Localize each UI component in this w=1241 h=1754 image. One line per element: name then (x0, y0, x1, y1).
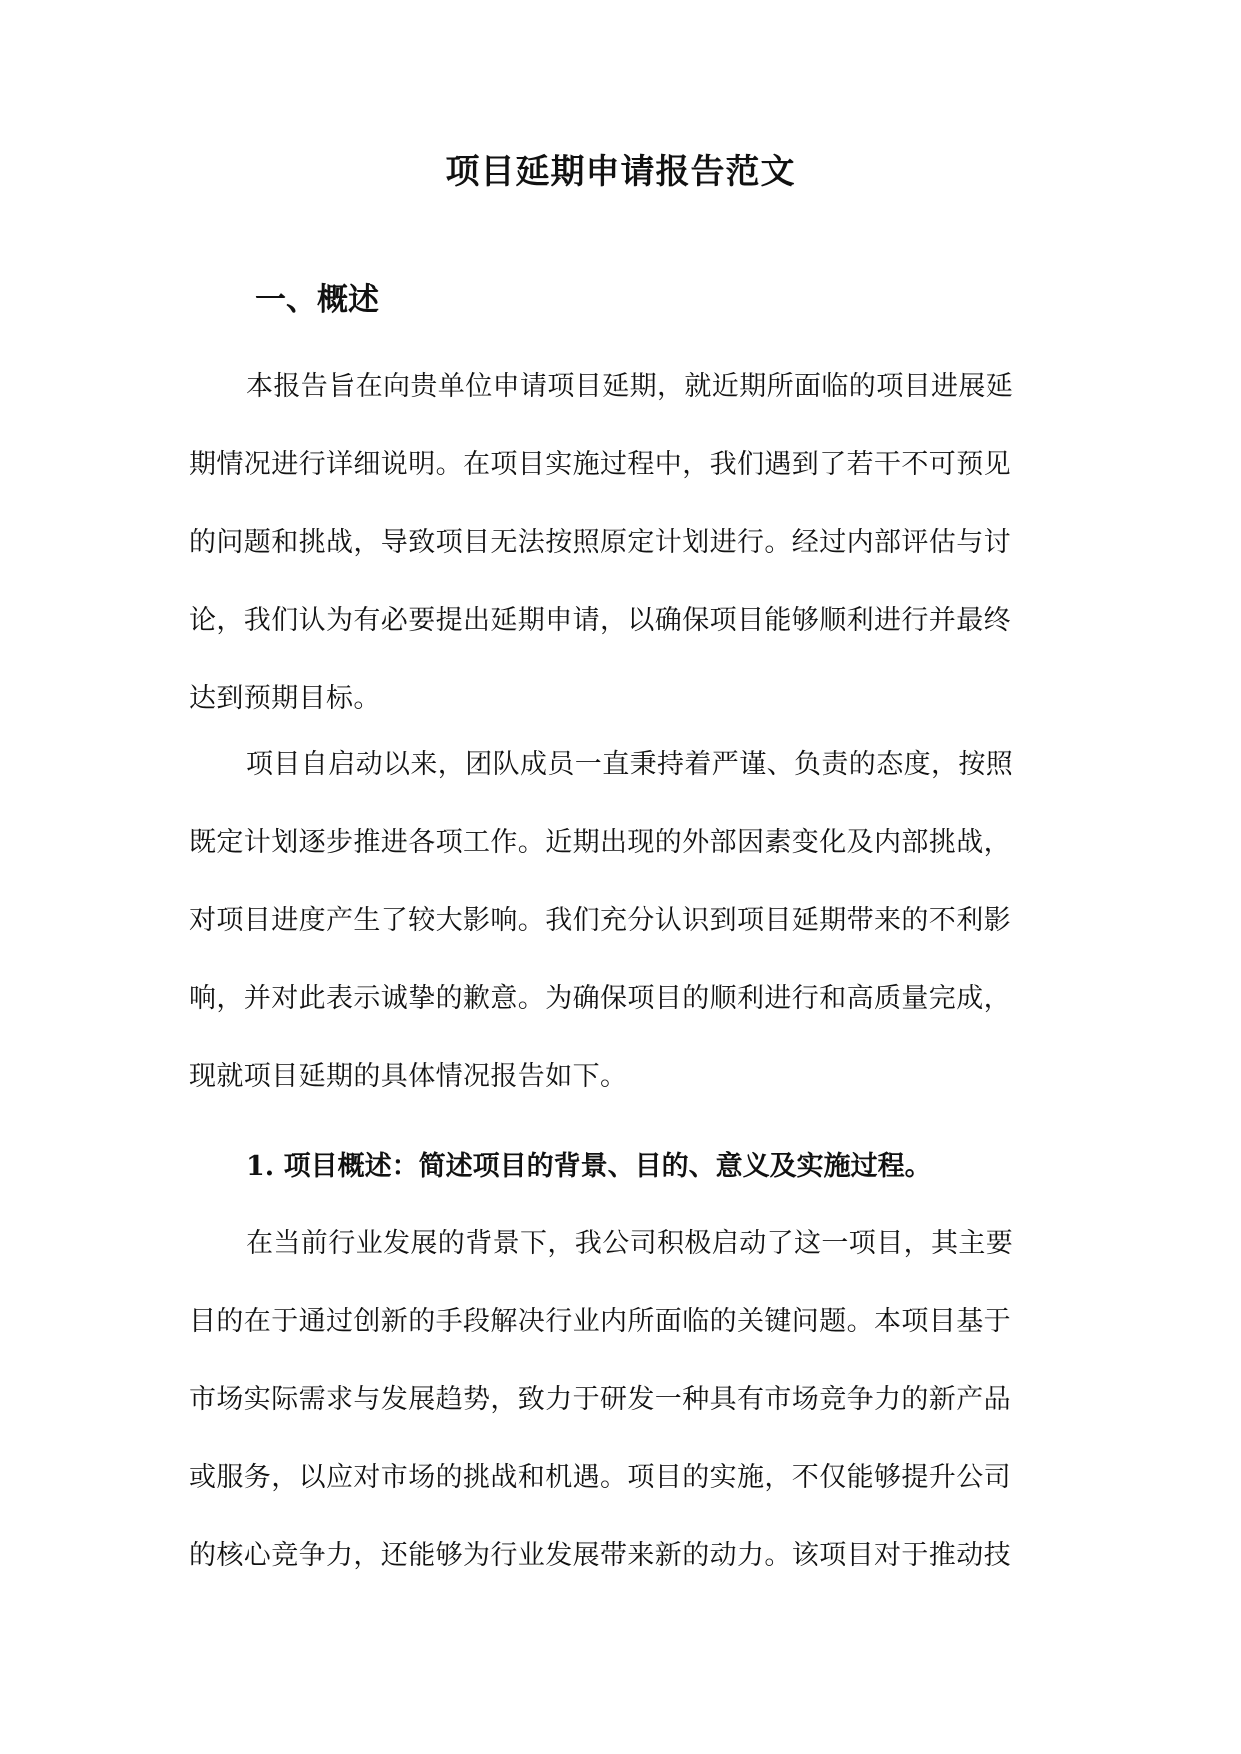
paragraph-1-line: 达到预期目标。 (189, 683, 381, 714)
paragraph-3 (189, 1224, 1055, 1614)
paragraph-2-line: 现就项目延期的具体情况报告如下。 (189, 1061, 628, 1092)
paragraph-2-line: 既定计划逐步推进各项工作。近期出现的外部因素变化及内部挑战， (189, 827, 1011, 858)
section-heading-overview: 一、概述 (255, 282, 379, 318)
paragraph-1-line: 的问题和挑战，导致项目无法按照原定计划进行。经过内部评估与讨 (189, 527, 1011, 558)
paragraph-3-line: 在当前行业发展的背景下，我公司积极启动了这一项目，其主要 (246, 1228, 1014, 1259)
paragraph-1-line: 本报告旨在向贵单位申请项目延期，就近期所面临的项目进展延 (246, 371, 1014, 402)
paragraph-1-line: 论，我们认为有必要提出延期申请，以确保项目能够顺利进行并最终 (189, 605, 1011, 636)
paragraph-3-line: 或服务，以应对市场的挑战和机遇。项目的实施，不仅能够提升公司 (189, 1462, 1011, 1493)
paragraph-2 (189, 745, 1055, 1135)
paragraph-3-line: 目的在于通过创新的手段解决行业内所面临的关键问题。本项目基于 (189, 1306, 1011, 1337)
paragraph-2-line: 响，并对此表示诚挚的歉意。为确保项目的顺利进行和高质量完成， (189, 983, 1011, 1014)
paragraph-1-line: 期情况进行详细说明。在项目实施过程中，我们遇到了若干不可预见 (189, 449, 1011, 480)
paragraph-1 (189, 367, 1055, 757)
subheading-project-overview: 1. 项目概述：简述项目的背景、目的、意义及实施过程。 (246, 1151, 932, 1182)
paragraph-2-line: 对项目进度产生了较大影响。我们充分认识到项目延期带来的不利影 (189, 905, 1011, 936)
paragraph-2-line: 项目自启动以来，团队成员一直秉持着严谨、负责的态度，按照 (246, 749, 1014, 780)
paragraph-3-line: 市场实际需求与发展趋势，致力于研发一种具有市场竞争力的新产品 (189, 1384, 1011, 1415)
document-title: 项目延期申请报告范文 (445, 152, 796, 192)
paragraph-3-line: 的核心竞争力，还能够为行业发展带来新的动力。该项目对于推动技 (189, 1540, 1011, 1571)
